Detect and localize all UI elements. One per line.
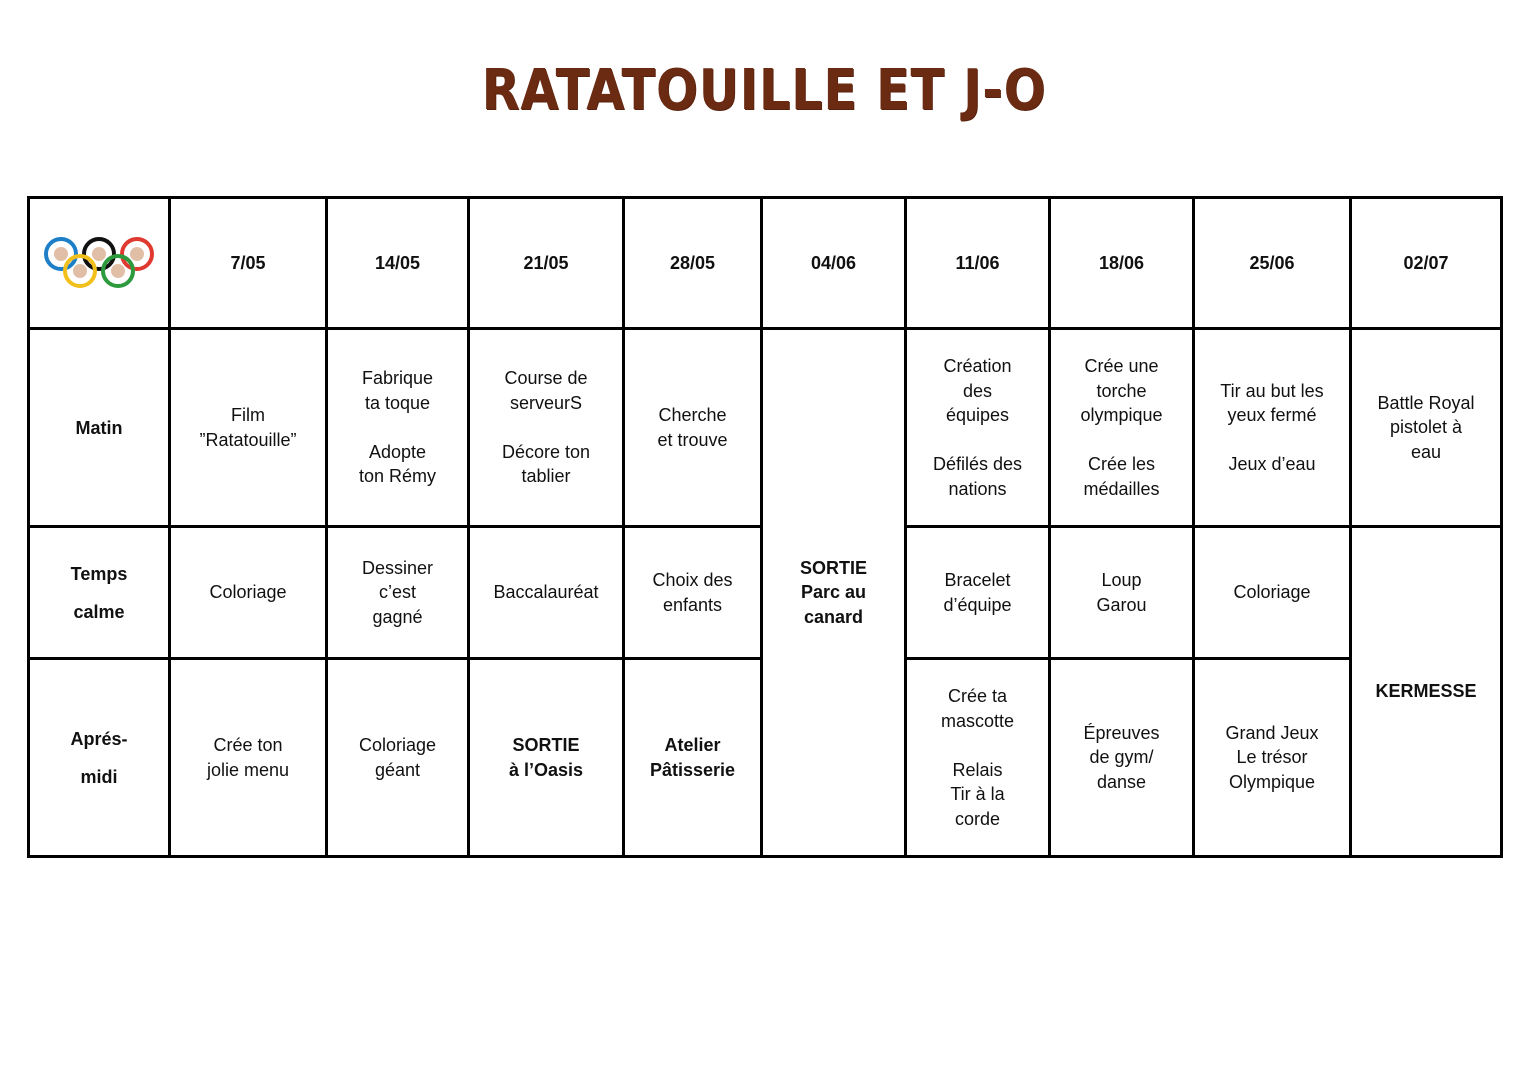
date-header: 7/05: [170, 198, 327, 329]
page-title: RATATOUILLE ET J-O: [481, 58, 1047, 123]
activity-cell: Atelier Pâtisserie: [624, 659, 762, 857]
activity-cell: Cherche et trouve: [624, 329, 762, 527]
date-header: 28/05: [624, 198, 762, 329]
date-header: 25/06: [1194, 198, 1351, 329]
activity-cell: Crée ta mascotte Relais Tir à la corde: [906, 659, 1050, 857]
logo-cell: [29, 198, 170, 329]
activity-cell: Création des équipes Défilés des nations: [906, 329, 1050, 527]
sortie-parc-cell: SORTIE Parc au canard: [762, 329, 906, 857]
activity-schedule-table: [27, 196, 1503, 858]
activity-cell: Crée ton jolie menu: [170, 659, 327, 857]
activity-cell: Battle Royal pistolet à eau: [1351, 329, 1502, 527]
date-header: 11/06: [906, 198, 1050, 329]
activity-cell: Fabrique ta toque Adopte ton Rémy: [327, 329, 469, 527]
activity-cell: Épreuves de gym/ danse: [1050, 659, 1194, 857]
activity-cell: Coloriage géant: [327, 659, 469, 857]
activity-cell: Film ”Ratatouille”: [170, 329, 327, 527]
row-label-apres-midi: Aprés- midi: [29, 659, 170, 857]
activity-cell: Coloriage: [170, 527, 327, 659]
kermesse-cell: KERMESSE: [1351, 527, 1502, 857]
row-label-temps-calme: Temps calme: [29, 527, 170, 659]
activity-cell: Choix des enfants: [624, 527, 762, 659]
activity-cell: SORTIE à l’Oasis: [469, 659, 624, 857]
activity-cell: Baccalauréat: [469, 527, 624, 659]
date-header: 02/07: [1351, 198, 1502, 329]
activity-cell: Bracelet d’équipe: [906, 527, 1050, 659]
activity-cell: Course de serveurS Décore ton tablier: [469, 329, 624, 527]
row-label-matin: Matin: [29, 329, 170, 527]
header-row: [29, 198, 1502, 329]
date-header: 14/05: [327, 198, 469, 329]
date-header: 21/05: [469, 198, 624, 329]
activity-cell: Coloriage: [1194, 527, 1351, 659]
date-header: 18/06: [1050, 198, 1194, 329]
olympic-rings-icon: [43, 235, 155, 291]
matin-row: [29, 329, 1502, 527]
activity-cell: Grand Jeux Le trésor Olympique: [1194, 659, 1351, 857]
activity-cell: Crée une torche olympique Crée les médailles: [1050, 329, 1194, 527]
activity-cell: Tir au but les yeux fermé Jeux d’eau: [1194, 329, 1351, 527]
activity-cell: Dessiner c’est gagné: [327, 527, 469, 659]
activity-cell: Loup Garou: [1050, 527, 1194, 659]
date-header: 04/06: [762, 198, 906, 329]
